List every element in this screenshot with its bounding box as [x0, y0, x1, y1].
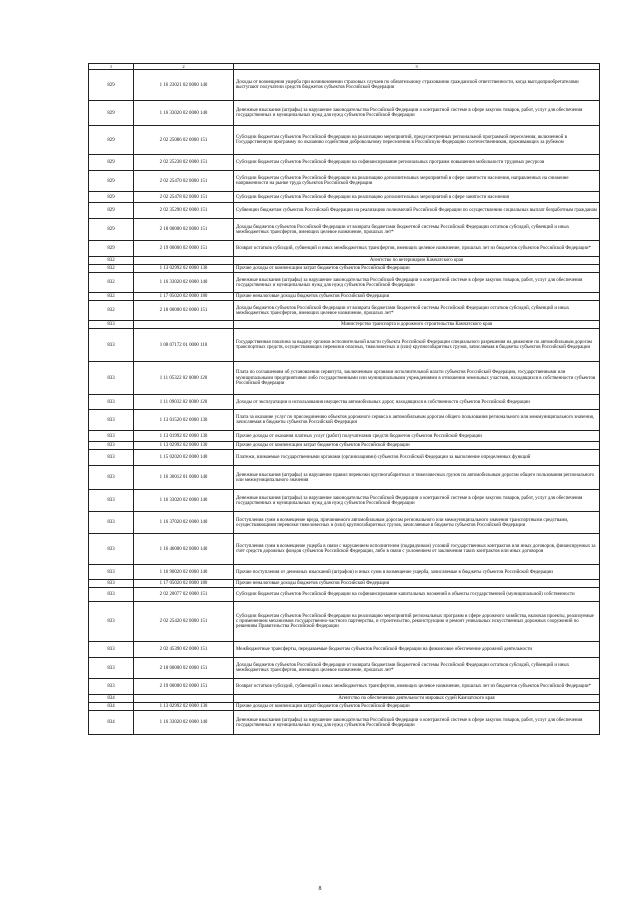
table-row — [89, 101, 600, 126]
table-row — [89, 512, 600, 534]
kbk-cell: 2 02 25086 02 0000 151 — [134, 126, 234, 155]
kbk-cell: 2 19 00000 02 0000 151 — [134, 241, 234, 257]
name-cell: Денежные взыскания (штрафы) за нарушение законодательства Российской Федерации о контрактной системе в сфере закупок товаров, работ, услуг для обеспечения государственных и муниципальных нужд для нужд субъектов Российской Федерации — [234, 490, 600, 512]
code-cell: 829 — [89, 192, 134, 203]
code-cell: 833 — [89, 466, 134, 490]
table-row — [89, 466, 600, 490]
kbk-cell: 1 16 23021 02 0000 140 — [134, 70, 234, 101]
kbk-cell: 1 13 02992 02 0000 130 — [134, 265, 234, 273]
name-cell: Доходы бюджетов субъектов Российской Федерации от возврата бюджетами бюджетной системы Российской Федерации остатков субсидий, субвенций и иных межбюджетных трансфертов, имеющих целевое назначение, прошлых лет* — [234, 219, 600, 241]
kbk-cell: 2 02 25238 02 0000 151 — [134, 155, 234, 171]
document-page — [88, 63, 600, 735]
name-cell: Прочие неналоговые доходы бюджетов субъектов Российской Федерации — [234, 293, 600, 301]
header-col-1: 1 — [89, 64, 134, 70]
name-cell: Плата за оказание услуг по присоединению объектов дорожного сервиса к автомобильным дорогам общего пользования регионального или межмуниципального значения, зачисляемая в бюджеты субъектов Российской Федерации — [234, 410, 600, 431]
name-cell: Министерство транспорта и дорожного строительства Камчатского края — [234, 321, 600, 329]
code-cell: 833 — [89, 362, 134, 395]
code-cell: 833 — [89, 512, 134, 534]
kbk-cell: 1 13 01520 02 0000 130 — [134, 410, 234, 431]
name-cell: Прочие доходы от компенсации затрат бюджетов субъектов Российской Федерации — [234, 703, 600, 711]
table-row — [89, 658, 600, 679]
kbk-cell: 1 13 02992 02 0000 130 — [134, 442, 234, 450]
table-row — [89, 293, 600, 301]
code-cell: 833 — [89, 329, 134, 362]
code-cell: 834 — [89, 703, 134, 711]
table-row — [89, 329, 600, 362]
name-cell: Субсидии бюджетам субъектов Российской Федерации на реализацию мероприятий региональных программ в сфере дорожного хозяйства, включая проекты, реализуемые с применением механизмов государственно-частного партнерства, и строительство, реконструкцию и ремонт уникальных искусственных дорожных сооружений по решениям Правительства Российской Федерации — [234, 602, 600, 642]
kbk-cell: 1 16 46000 02 0000 140 — [134, 534, 234, 565]
kbk-cell: 1 13 01992 02 0000 130 — [134, 431, 234, 442]
table-row — [89, 219, 600, 241]
code-cell: 829 — [89, 241, 134, 257]
name-cell: Плата по соглашениям об установлении сервитута, заключенным органами исполнительной власти субъектов Российской Федерации, государственными или муниципальными предприятиями либо государственными или муниципальными учреждениями в отношении земельных участков, находящихся в собственности субъектов Российской Федерации — [234, 362, 600, 395]
table-row — [89, 155, 600, 171]
kbk-cell: 2 02 20077 02 0000 151 — [134, 588, 234, 602]
header-col-3: 3 — [234, 64, 600, 70]
table-row — [89, 203, 600, 219]
code-cell: 833 — [89, 588, 134, 602]
code-cell: 832 — [89, 257, 134, 265]
code-cell: 829 — [89, 155, 134, 171]
name-cell: Поступления сумм в возмещение ущерба в связи с нарушением исполнителем (подрядчиком) условий государственных контрактов или иных договоров, финансируемых за счет средств дорожных фондов субъектов Российской Федерации, либо в связи с уклонением от заключения таких контрактов или иных договоров — [234, 534, 600, 565]
code-cell: 832 — [89, 265, 134, 273]
table-row — [89, 395, 600, 410]
code-cell: 833 — [89, 410, 134, 431]
kbk-cell: 2 18 00000 02 0000 151 — [134, 219, 234, 241]
name-cell: Субвенции бюджетам субъектов Российской Федерации на реализацию полномочий Российской Федерации по осуществлению социальных выплат безработным гражданам — [234, 203, 600, 219]
table-row — [89, 565, 600, 580]
code-cell: 829 — [89, 203, 134, 219]
kbk-cell: 1 16 33020 02 0000 140 — [134, 273, 234, 293]
name-cell: Прочие неналоговые доходы бюджетов субъектов Российской Федерации — [234, 580, 600, 588]
name-cell: Доходы бюджетов субъектов Российской Федерации от возврата бюджетами бюджетной системы Российской Федерации остатков субсидий, субвенций и иных межбюджетных трансфертов, имеющих целевое назначение, прошлых лет* — [234, 301, 600, 321]
code-cell: 833 — [89, 395, 134, 410]
kbk-cell: 2 19 00000 02 0000 151 — [134, 679, 234, 695]
kbk-cell: 2 18 00000 02 0000 151 — [134, 301, 234, 321]
kbk-cell: 2 18 00000 02 0000 151 — [134, 658, 234, 679]
table-row — [89, 490, 600, 512]
kbk-cell: 1 11 05322 02 0000 120 — [134, 362, 234, 395]
table-row — [89, 711, 600, 735]
name-cell: Денежные взыскания (штрафы) за нарушение законодательства Российской Федерации о контрактной системе в сфере закупок товаров, работ, услуг для обеспечения государственных и муниципальных нужд для нужд субъектов Российской Федерации — [234, 711, 600, 735]
code-cell: 829 — [89, 126, 134, 155]
code-cell: 833 — [89, 450, 134, 466]
kbk-cell: 1 16 37020 02 0000 140 — [134, 512, 234, 534]
code-cell: 834 — [89, 695, 134, 703]
kbk-cell: 1 15 02020 02 0000 140 — [134, 450, 234, 466]
table-row — [89, 192, 600, 203]
code-cell: 829 — [89, 219, 134, 241]
name-cell: Прочие доходы от оказания платных услуг (работ) получателями средств бюджетов субъектов Российской Федерации — [234, 431, 600, 442]
name-cell: Агентство по ветеринарии Камчатского края — [234, 257, 600, 265]
section-row — [89, 321, 600, 329]
page-number: 8 — [318, 886, 322, 892]
kbk-cell: 1 13 02992 02 0000 130 — [134, 703, 234, 711]
code-cell: 833 — [89, 565, 134, 580]
kbk-cell: 2 02 35290 02 0000 151 — [134, 203, 234, 219]
code-cell: 829 — [89, 101, 134, 126]
table-row — [89, 534, 600, 565]
code-cell: 833 — [89, 534, 134, 565]
kbk-cell: 1 16 30012 01 0000 140 — [134, 466, 234, 490]
table-row — [89, 642, 600, 658]
name-cell: Межбюджетные трансферты, передаваемые бюджетам субъектов Российской Федерации на финансовое обеспечение дорожной деятельности — [234, 642, 600, 658]
kbk-cell: 1 16 33020 02 0000 140 — [134, 101, 234, 126]
name-cell: Субсидии бюджетам субъектов Российской Федерации на софинансирование капитальных вложений в объекты государственной (муниципальной) собственности — [234, 588, 600, 602]
table-body — [89, 64, 600, 735]
kbk-cell: 1 16 33020 02 0000 140 — [134, 490, 234, 512]
kbk-cell: 1 17 05020 02 0000 180 — [134, 293, 234, 301]
name-cell: Доходы от эксплуатации и использования имущества автомобильных дорог, находящихся в собственности субъектов Российской Федерации — [234, 395, 600, 410]
table-row — [89, 126, 600, 155]
kbk-cell: 1 16 33020 02 0000 140 — [134, 711, 234, 735]
code-cell: 833 — [89, 658, 134, 679]
name-cell: Денежные взыскания (штрафы) за нарушение правил перевозки крупногабаритных и тяжеловесных грузов по автомобильным дорогам общего пользования регионального или межмуниципального значения — [234, 466, 600, 490]
kbk-cell: 1 08 07172 01 0000 110 — [134, 329, 234, 362]
name-cell: Платежи, взимаемые государственными органами (организациями) субъектов Российской Федерации за выполнение определенных функций — [234, 450, 600, 466]
table-row — [89, 171, 600, 192]
table-row — [89, 442, 600, 450]
code-cell: 833 — [89, 642, 134, 658]
table-row — [89, 410, 600, 431]
kbk-cell: 1 17 05020 02 0000 180 — [134, 580, 234, 588]
kbk-cell: 1 11 09032 02 0000 120 — [134, 395, 234, 410]
name-cell: Доходы от возмещения ущерба при возникновении страховых случаев по обязательному страхованию гражданской ответственности, когда выгодоприобретателями выступают получатели средств бюджетов субъектов Российской Федерации — [234, 70, 600, 101]
name-cell: Денежные взыскания (штрафы) за нарушение законодательства Российской Федерации о контрактной системе в сфере закупок товаров, работ, услуг для обеспечения государственных и муниципальных нужд для нужд субъектов Российской Федерации — [234, 273, 600, 293]
table-row — [89, 703, 600, 711]
name-cell: Возврат остатков субсидий, субвенций и иных межбюджетных трансфертов, имеющих целевое назначение, прошлых лет из бюджетов субъектов Российской Федерации* — [234, 679, 600, 695]
table-row — [89, 265, 600, 273]
header-col-2: 2 — [134, 64, 234, 70]
code-cell: 834 — [89, 711, 134, 735]
table-row — [89, 241, 600, 257]
table-row — [89, 580, 600, 588]
name-cell: Государственная пошлина за выдачу органом исполнительной власти субъекта Российской Федерации специального разрешения на движение по автомобильным дорогам транспортных средств, осуществляющих перевозки опасных, тяжеловесных и (или) крупногабаритных грузов, зачисляемая в бюджеты субъектов Российской Федерации — [234, 329, 600, 362]
code-cell: 832 — [89, 273, 134, 293]
code-cell: 833 — [89, 431, 134, 442]
code-cell: 833 — [89, 679, 134, 695]
code-cell: 833 — [89, 321, 134, 329]
name-cell: Возврат остатков субсидий, субвенций и иных межбюджетных трансфертов, имеющих целевое назначение, прошлых лет из бюджетов субъектов Российской Федерации* — [234, 241, 600, 257]
kbk-cell: 2 02 25470 02 0000 151 — [134, 171, 234, 192]
kbk-cell — [134, 321, 234, 329]
code-cell: 832 — [89, 301, 134, 321]
kbk-cell: 2 02 45390 02 0000 151 — [134, 642, 234, 658]
table-row — [89, 588, 600, 602]
table-row — [89, 450, 600, 466]
code-cell: 829 — [89, 171, 134, 192]
kbk-cell: 1 16 90020 02 0000 140 — [134, 565, 234, 580]
revenue-codes-table — [88, 63, 600, 735]
name-cell: Поступления сумм в возмещение вреда, причиняемого автомобильным дорогам регионального или межмуниципального значения транспортными средствами, осуществляющими перевозки тяжеловесных и (или) крупногабаритных грузов, зачисляемые в бюджеты субъектов Российской Федерации — [234, 512, 600, 534]
name-cell: Прочие поступления от денежных взысканий (штрафов) и иных сумм в возмещение ущерба, зачисляемые в бюджеты субъектов Российской Федерации — [234, 565, 600, 580]
name-cell: Прочие доходы от компенсации затрат бюджетов субъектов Российской Федерации — [234, 265, 600, 273]
name-cell: Доходы бюджетов субъектов Российской Федерации от возврата бюджетами бюджетной системы Российской Федерации остатков субсидий, субвенций и иных межбюджетных трансфертов, имеющих целевое назначение, прошлых лет* — [234, 658, 600, 679]
name-cell: Прочие доходы от компенсации затрат бюджетов субъектов Российской Федерации — [234, 442, 600, 450]
kbk-cell: 2 02 25478 02 0000 151 — [134, 192, 234, 203]
code-cell: 833 — [89, 442, 134, 450]
kbk-cell: 2 02 25420 02 0000 151 — [134, 602, 234, 642]
code-cell: 833 — [89, 580, 134, 588]
name-cell: Субсидии бюджетам субъектов Российской Федерации на реализацию мероприятий, предусмотренных региональной программой переселения, включенной в Государственную программу по оказанию содействия добровольному переселению в Российскую Федерацию соотечественников, проживающих за рубежом — [234, 126, 600, 155]
section-row — [89, 257, 600, 265]
code-cell: 829 — [89, 70, 134, 101]
table-row — [89, 301, 600, 321]
name-cell: Субсидии бюджетам субъектов Российской Федерации на реализацию дополнительных мероприятий в сфере занятости населения — [234, 192, 600, 203]
name-cell: Денежные взыскания (штрафы) за нарушение законодательства Российской Федерации о контрактной системе в сфере закупок товаров, работ, услуг для обеспечения государственных и муниципальных нужд для нужд субъектов Российской Федерации — [234, 101, 600, 126]
table-row — [89, 362, 600, 395]
code-cell: 833 — [89, 490, 134, 512]
name-cell: Агентство по обеспечению деятельности мировых судей Камчатского края — [234, 695, 600, 703]
table-row — [89, 70, 600, 101]
table-row — [89, 273, 600, 293]
table-row — [89, 602, 600, 642]
name-cell: Субсидии бюджетам субъектов Российской Федерации на софинансирование региональных программ повышения мобильности трудовых ресурсов — [234, 155, 600, 171]
table-row — [89, 679, 600, 695]
table-row — [89, 431, 600, 442]
code-cell: 832 — [89, 293, 134, 301]
name-cell: Субсидии бюджетам субъектов Российской Федерации на реализацию дополнительных мероприятий в сфере занятости населения, направленных на снижение напряженности на рынке труда субъектов Российской Федерации — [234, 171, 600, 192]
section-row — [89, 695, 600, 703]
kbk-cell — [134, 257, 234, 265]
code-cell: 833 — [89, 602, 134, 642]
kbk-cell — [134, 695, 234, 703]
